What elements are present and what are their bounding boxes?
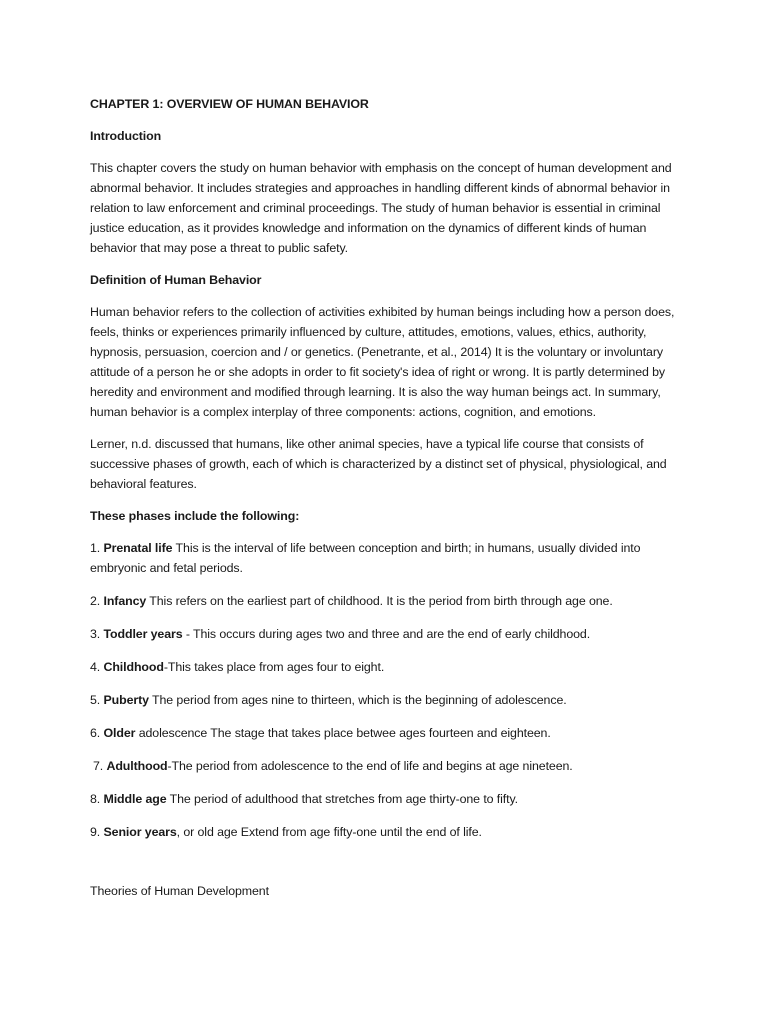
phases-heading: These phases include the following: xyxy=(90,509,300,523)
phase-description: -The period from adolescence to the end of life and begins at age nineteen. xyxy=(167,759,573,773)
phase-description: , or old age Extend from age fifty-one until the end of life. xyxy=(176,825,482,839)
chapter-title: CHAPTER 1: OVERVIEW OF HUMAN BEHAVIOR xyxy=(90,97,369,111)
phase-item-prenatal xyxy=(90,538,682,578)
phase-item-childhood xyxy=(90,657,682,677)
phase-term: Middle age xyxy=(103,792,167,806)
phase-term: Prenatal life xyxy=(103,541,173,555)
phase-number: 2. xyxy=(90,594,104,608)
phase-item-senior-years xyxy=(90,822,682,842)
phase-item-older-adolescence xyxy=(90,723,682,743)
phase-number: 6. xyxy=(90,726,104,740)
phase-term: Older xyxy=(103,726,136,740)
phase-description: This is the interval of life between conception and birth; in humans, usually divided into embryonic and fetal periods. xyxy=(90,541,641,575)
phase-number: 3. xyxy=(90,627,104,641)
phase-item-puberty xyxy=(90,690,682,710)
phase-number: 4. xyxy=(90,660,104,674)
phase-description: The period of adulthood that stretches from age thirty-one to fifty. xyxy=(166,792,518,806)
phase-number: 8. xyxy=(90,792,104,806)
phase-description: -This takes place from ages four to eight. xyxy=(163,660,385,674)
phase-term: Toddler years xyxy=(103,627,183,641)
phase-term: Childhood xyxy=(103,660,164,674)
phase-description: adolescence The stage that takes place betwee ages fourteen and eighteen. xyxy=(135,726,551,740)
phase-description: This refers on the earliest part of childhood. It is the period from birth through age one. xyxy=(146,594,613,608)
introduction-heading: Introduction xyxy=(90,129,162,143)
definition-paragraph: Human behavior refers to the collection of activities exhibited by human beings including how a person does, feels, thinks or experiences primarily influenced by culture, attitudes, emotions, values, ethics, authority, hypnosis, persuasion, coercion and / or genetics. (Penetrante, et al., 2014) It is the voluntary or involuntary attitude of a person he or she adopts in order to fit society's idea of right or wrong. It is partly determined by heredity and environment and modified through learning. It is also the way human beings act. In summary, human behavior is a complex interplay of three components: actions, cognition, and emotions. xyxy=(90,305,675,419)
definition-heading: Definition of Human Behavior xyxy=(90,273,262,287)
phase-item-adulthood xyxy=(90,756,682,776)
phase-number: 1. xyxy=(90,541,104,555)
phase-description: - This occurs during ages two and three and are the end of early childhood. xyxy=(182,627,591,641)
phase-number: 9. xyxy=(90,825,104,839)
phase-item-infancy xyxy=(90,591,682,611)
phase-number: 7. xyxy=(93,759,107,773)
phase-term: Senior years xyxy=(103,825,177,839)
phase-description: The period from ages nine to thirteen, which is the beginning of adolescence. xyxy=(148,693,567,707)
phase-term: Puberty xyxy=(103,693,149,707)
phase-term: Infancy xyxy=(103,594,147,608)
phase-item-toddler xyxy=(90,624,682,644)
document-content xyxy=(90,94,682,901)
phase-term: Adulthood xyxy=(106,759,168,773)
phase-number: 5. xyxy=(90,693,104,707)
lerner-paragraph: Lerner, n.d. discussed that humans, like other animal species, have a typical life course that consists of successive phases of growth, each of which is characterized by a distinct set of physical, physiological, and behavioral features. xyxy=(90,437,667,491)
theories-heading: Theories of Human Development xyxy=(90,884,269,898)
phase-item-middle-age xyxy=(90,789,682,809)
introduction-paragraph: This chapter covers the study on human behavior with emphasis on the concept of human development and abnormal behavior. It includes strategies and approaches in handling different kinds of abnormal behavior in relation to law enforcement and criminal proceedings. The study of human behavior is essential in criminal justice education, as it provides knowledge and information on the dynamics of different kinds of human behavior that may pose a threat to public safety. xyxy=(90,161,672,255)
